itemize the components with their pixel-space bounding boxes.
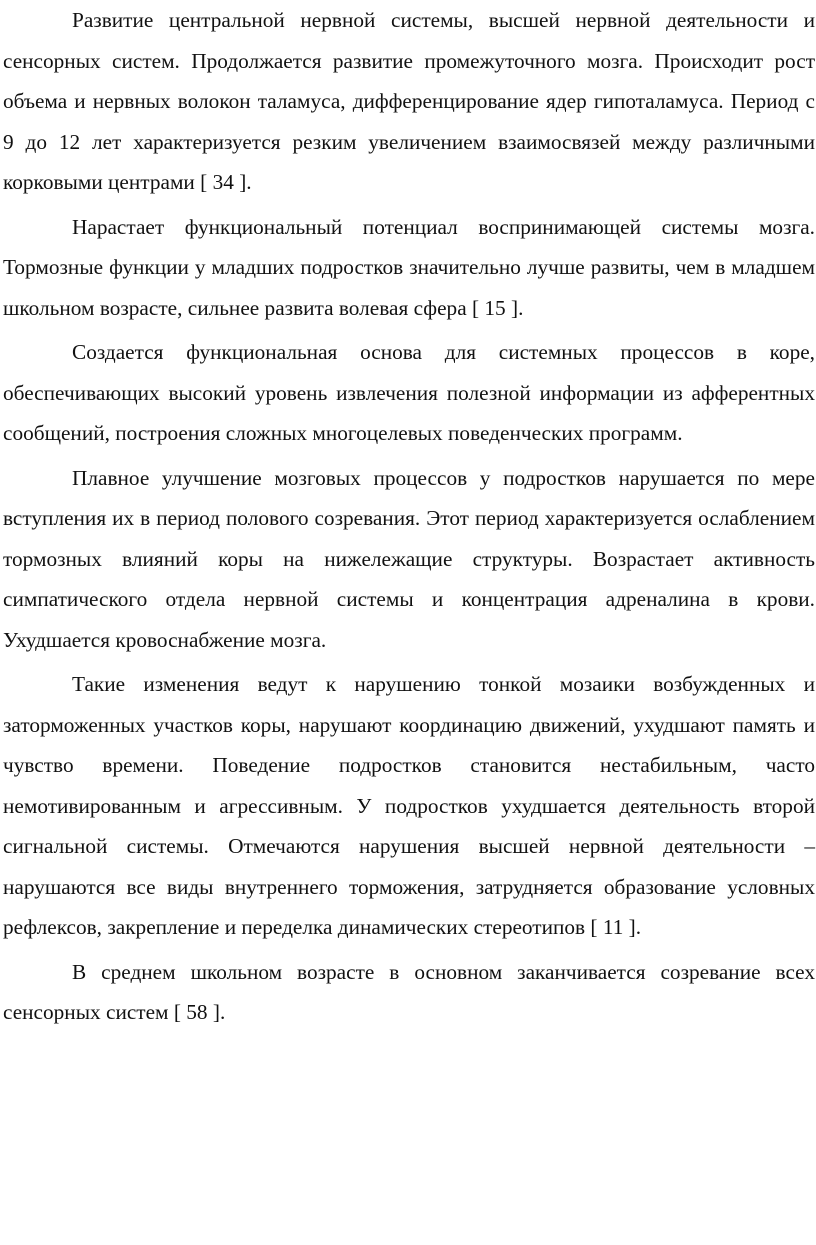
- paragraph-cortex-basis: Создается функциональная основа для системных процессов в коре, обеспечивающих высокий уровень извлечения полезной информации из афферентных сообщений, построения сложных многоцелевых поведенческих программ.: [3, 340, 815, 445]
- paragraph-sensory-maturation: В среднем школьном возрасте в основном заканчивается созревание всех сенсорных систем [ 58 ].: [3, 959, 815, 1024]
- paragraph-cns-development: Развитие центральной нервной системы, высшей нервной деятельности и сенсорных систем. Продолжается развитие промежуточного мозга. Происходит рост объема и нервных волокон таламуса, дифференцирование ядер гипоталамуса. Период с 9 до 12 лет характеризуется резким увеличением взаимосвязей между различными корковыми центрами [ 34 ].: [3, 8, 815, 194]
- document-page: [3, 0, 815, 1037]
- paragraph-behavior-changes: Такие изменения ведут к нарушению тонкой мозаики возбужденных и заторможенных участков коры, нарушают координацию движений, ухудшают память и чувство времени. Поведение подростков становится нестабильным, часто немотивированным и агрессивным. У подростков ухудшается деятельность второй сигнальной системы. Отмечаются нарушения высшей нервной деятельности – нарушаются все виды внутреннего торможения, затрудняется образование условных рефлексов, закрепление и переделка динамических стереотипов [ 11 ].: [3, 672, 815, 939]
- paragraph-perceptive-system: Нарастает функциональный потенциал воспринимающей системы мозга. Тормозные функции у младших подростков значительно лучше развиты, чем в младшем школьном возрасте, сильнее развита волевая сфера [ 15 ].: [3, 214, 815, 320]
- paragraph-puberty-effects: Плавное улучшение мозговых процессов у подростков нарушается по мере вступления их в период полового созревания. Этот период характеризуется ослаблением тормозных влияний коры на нижележащие структуры. Возрастает активность симпатического отдела нервной системы и концентрация адреналина в крови. Ухудшается кровоснабжение мозга.: [3, 465, 815, 652]
